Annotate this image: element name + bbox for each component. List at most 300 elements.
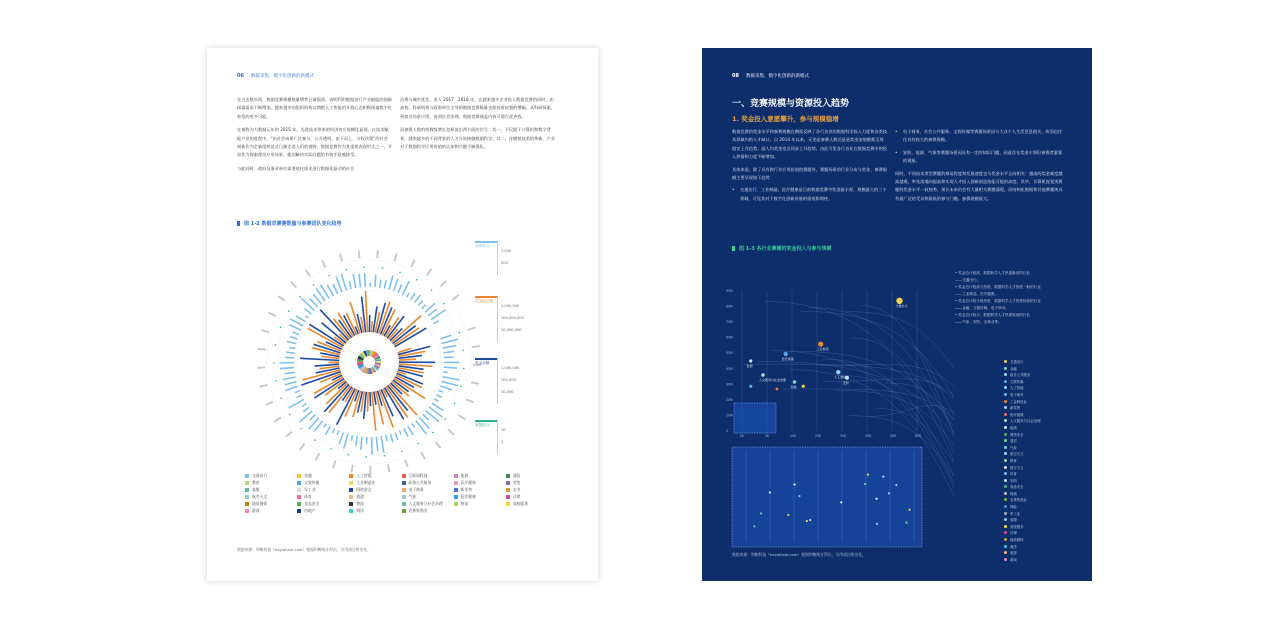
legend-item [1004, 432, 1041, 437]
scale-label: 赛事数目 [475, 244, 490, 248]
month-label-mark [435, 441, 442, 448]
count-bar [333, 284, 338, 294]
legend-label: 金融 [304, 473, 312, 478]
legend-item [402, 494, 451, 500]
topic-dot [399, 271, 401, 273]
legend-swatch [245, 481, 249, 485]
legend-item [1004, 385, 1041, 390]
bubble-chart [724, 261, 954, 551]
legend-item [1004, 491, 1041, 496]
legend-label: 高校服务 [512, 501, 529, 506]
legend-item [454, 501, 503, 507]
legend-dot [1004, 360, 1007, 363]
bubble [784, 352, 788, 356]
topic-dot [454, 403, 456, 405]
scale-axis [497, 358, 498, 404]
month-label-mark [466, 398, 474, 403]
count-bar [365, 273, 366, 287]
section-heading: 一、竞赛规模与资源投入趋势 [732, 99, 850, 109]
zoom-bubble [882, 476, 884, 478]
legend-label: 医疗健康 [460, 494, 476, 499]
legend-item [1004, 438, 1041, 443]
zoom-bubble [888, 492, 890, 494]
legend-label: 工业制造业 [1010, 399, 1027, 404]
legend-dot [1004, 538, 1007, 541]
legend-swatch [349, 495, 353, 499]
count-bar [337, 431, 339, 435]
legend-label: 法律 [512, 494, 521, 499]
count-bar [297, 395, 302, 398]
legend-label: 旅游 [1010, 551, 1017, 556]
count-bar [443, 351, 454, 352]
x-tick-label: 0K [740, 434, 745, 438]
legend-swatch [506, 495, 510, 499]
legend-dot [1004, 373, 1007, 376]
legend-swatch [245, 474, 249, 478]
legend-swatch [297, 502, 301, 506]
amount-bar [399, 359, 416, 360]
count-bar [440, 386, 452, 390]
count-bar [376, 437, 377, 452]
x-tick-label: 10K [790, 434, 797, 438]
legend-dot [1004, 485, 1007, 488]
figure-title-text: 图 1-2 数据竞赛赛数量与参赛团队变化趋势 [244, 221, 342, 227]
legend-item [402, 501, 451, 507]
legend-dot [1004, 551, 1007, 554]
count-bar [384, 280, 386, 288]
count-bar [372, 437, 373, 455]
legend-label: 交通出行 [1010, 360, 1024, 364]
legend-item [1004, 405, 1041, 410]
y-tick-label: 90M [726, 289, 733, 293]
legend-swatch [349, 481, 353, 485]
legend-swatch [402, 474, 406, 478]
count-bar [289, 325, 301, 331]
legend-dot [1004, 452, 1007, 455]
month-label-mark [376, 250, 379, 258]
count-bar [353, 274, 356, 288]
bullet-icon: • [895, 149, 898, 155]
topic-dot [300, 428, 302, 430]
count-bar [286, 352, 294, 353]
bubble-label: 人工智能 [834, 375, 847, 380]
topic-dot [463, 368, 465, 370]
legend-label: 新零售 [1010, 406, 1021, 411]
count-bar [394, 279, 398, 291]
topic-dot [346, 269, 348, 271]
count-bar [390, 434, 392, 442]
legend-item [402, 487, 451, 493]
count-bar [443, 372, 447, 373]
legend-item [1004, 497, 1041, 502]
legend-label: 金融 [1010, 366, 1017, 371]
legend-label: 交通出行 [252, 473, 268, 478]
count-bar [293, 332, 300, 335]
topic-dot [280, 327, 282, 329]
legend-swatch [454, 495, 458, 499]
y-tick-label: 30M [726, 382, 733, 387]
topic-dot [273, 362, 275, 364]
legend-label: 保险 [1010, 505, 1017, 510]
month-label-mark [321, 260, 326, 268]
legend-swatch [349, 474, 353, 478]
legend-item [349, 508, 398, 514]
topic-dot [432, 432, 434, 434]
legend-item [402, 508, 451, 514]
count-bar [407, 293, 410, 297]
page-number: 06 [237, 73, 244, 79]
count-bar [290, 337, 297, 339]
legend-label: 客服 [1010, 518, 1017, 523]
month-label-mark [394, 253, 398, 261]
zoom-bubble [875, 498, 877, 500]
count-bar [339, 432, 343, 444]
legend-dot [1004, 479, 1007, 482]
legend-swatch [297, 495, 301, 499]
legend-label: 文娱传媒 [1010, 379, 1024, 384]
legend-item [245, 494, 294, 500]
paragraph: 与此同时，政府及事业单位需要依托技术进行数据化驱动的社会 [237, 165, 355, 171]
legend-item [1004, 537, 1041, 542]
legend-swatch [454, 488, 458, 492]
y-tick-label: 20M [726, 397, 733, 402]
legend-item [245, 473, 294, 479]
count-bar [295, 391, 300, 393]
paragraph: 具体来说，除了具有跨行业应用价值的赛题外，赛题场景的行业分布与奖金、参赛规模主要呈现如下趋势： [732, 166, 887, 181]
bullet-text: 电子商务、社会公共服务、文娱传媒等赛题场景因与大众个人生活息息相关，故而也往往具有较大的参赛规模。 [903, 129, 1063, 143]
month-label-mark [299, 443, 306, 451]
legend-item [1004, 412, 1041, 417]
topic-dot [328, 275, 330, 277]
legend-item [1004, 379, 1041, 384]
count-bar [305, 316, 308, 318]
count-bar [344, 434, 348, 449]
count-bar [285, 386, 298, 390]
topic-dot [347, 454, 349, 456]
zoom-bubble [806, 520, 808, 522]
legend-item [1004, 366, 1041, 371]
month-label-mark [404, 459, 409, 467]
topic-dot [416, 279, 418, 281]
x-tick-label: 60K [915, 434, 922, 438]
legend-dot [1004, 531, 1007, 534]
count-bar [325, 426, 330, 434]
legend-label: 政务公共服务 [1010, 373, 1031, 378]
zoom-bubble [760, 512, 762, 514]
scale-bar [475, 358, 497, 360]
legend-swatch [402, 495, 406, 499]
month-label-mark [315, 453, 321, 461]
topic-dot [364, 266, 366, 268]
count-bar [380, 280, 381, 288]
legend-dot [1004, 492, 1007, 495]
legend-dot [1004, 367, 1007, 370]
legend-item [297, 487, 346, 493]
month-label-mark [285, 431, 292, 438]
connector-curve [847, 312, 954, 441]
grid-ring [339, 332, 399, 392]
scale-legend [475, 241, 535, 461]
text-column-2 [895, 128, 1063, 203]
scale-tick: 1,000,000 [501, 304, 520, 308]
zoom-bubble [895, 484, 897, 486]
scale-bar [475, 420, 497, 422]
topic-dot [459, 332, 461, 334]
legend-swatch [245, 488, 249, 492]
scale-tick: 1,000,000 [501, 366, 520, 370]
legend-item [297, 473, 346, 479]
count-bar [296, 316, 306, 322]
radial-grid [267, 260, 471, 464]
topic-dot [443, 303, 445, 305]
legend-label: 军工业 [1010, 511, 1021, 516]
legend-item [1004, 504, 1041, 509]
legend-item [506, 473, 555, 479]
bubble [749, 359, 752, 362]
count-bar [287, 341, 296, 343]
legend-label: 能源 [1010, 425, 1017, 430]
legend-item [1004, 392, 1041, 397]
bubble-label: 金融 [790, 385, 797, 389]
legend-label: 客服 [252, 487, 260, 492]
legend-label: 海洋 [356, 508, 364, 513]
month-label-mark [358, 250, 361, 258]
paragraph: 治理与城市优化。进入 2017、2018 年，在越来越多企业投入数据竞赛的同时，由高校、科研机构与政府单位主导的数据竞赛数量也保持着较强的增幅，从科研探索，到商业场景应用，再到社会治理，数据竞赛涵盖内容可谓百花齐放。 [400, 97, 555, 119]
bubble [776, 388, 779, 391]
annotation-line: • 奖金总计较高、数据科学人才热度最高的行业 [955, 271, 1031, 275]
legend-label: 教育 [252, 480, 260, 485]
legend-dot [1004, 466, 1007, 469]
month-label-mark [268, 312, 276, 317]
figure-title [237, 220, 342, 227]
legend-label: 地质勘探 [252, 501, 268, 506]
legend-label: 零售 [512, 480, 521, 485]
legend-swatch [454, 474, 458, 478]
legend-label: 体育 [1010, 472, 1017, 477]
paragraph: 在被称为大数据元年的 2015 年，先进技术带来的经济效应规模化显现。在技术赋能产业的进程中，“由社会成果广泛参与、公开透明、由下而上、分权决策”的社会创新作为全新组织范式日渐走进人们的视野，数据竞赛作为其重要表现形式之一，开始作为探索理论应用场景、甄别解决实际问题的有效手段被接受。 [237, 127, 392, 158]
annotation-line: • 奖金总计较少但热度、数据科学人才热度较高的行业 [955, 299, 1041, 303]
legend-label: 人工智能 [356, 473, 372, 478]
text-column-1 [237, 96, 392, 173]
count-bar [389, 275, 393, 289]
legend-label: 新零售 [460, 487, 473, 492]
radial-chart [247, 240, 507, 480]
month-label-mark [305, 269, 311, 277]
legend-swatch [402, 502, 406, 506]
paragraph: 而参赛人数的持数级增长包释放出两方面的信号：其一，不仅限于计算机和数学背景，越来越多的不同背景的人才开始接触数据科学；其二，伴随着技术的革新，产业对于数据科学应用价值的认知和兴趣不断强化。 [400, 127, 555, 150]
count-bar [398, 284, 402, 292]
legend-label: 农林牧渔业 [1010, 498, 1027, 503]
topic-dot [330, 448, 332, 450]
scale-bar [475, 296, 497, 298]
legend-item [1004, 451, 1041, 456]
month-label-mark [274, 417, 282, 423]
legend-item [349, 501, 398, 507]
bubble-label: 人文服务与社会治理 [759, 378, 787, 382]
count-bar [336, 277, 342, 292]
bubble-label: 工业制造 [816, 347, 829, 352]
legend-item [245, 501, 294, 507]
scale-tick: 1,000 [501, 249, 512, 253]
scale-tick: 1 [501, 440, 504, 444]
month-label-mark [260, 384, 268, 388]
count-bar [443, 346, 457, 349]
legend-item [1004, 511, 1041, 516]
legend-item [1004, 445, 1041, 450]
legend-item [349, 487, 398, 493]
zoom-bubble [798, 495, 800, 497]
count-bar [361, 437, 362, 450]
legend-label: 法律 [1010, 531, 1017, 536]
legend-label: 农业 [512, 487, 521, 492]
legend-label: 网络安全 [356, 487, 372, 492]
legend-label: 数字天文 [1010, 465, 1024, 470]
legend-dot [1004, 446, 1007, 449]
legend-item [506, 494, 555, 500]
topic-dot [275, 380, 277, 382]
count-bar [408, 426, 413, 435]
count-bar [332, 429, 334, 433]
count-bar [310, 415, 315, 420]
legend-item [1004, 399, 1041, 404]
count-bar [341, 274, 346, 291]
legend-item [1004, 425, 1041, 430]
legend-label: 网络安全 [1010, 432, 1024, 437]
legend-label: 航空天文 [1010, 452, 1024, 457]
legend-swatch [454, 481, 458, 485]
legend-swatch [454, 502, 458, 506]
title-marker [732, 246, 735, 251]
legend-label: 旅游 [356, 494, 364, 499]
scale-label: 赛题数目 [475, 423, 490, 427]
legend-swatch [245, 509, 249, 513]
annotation-line: ——气象、安防、农林业等。 [955, 320, 1002, 324]
topic-dot [462, 350, 464, 352]
count-bar [359, 274, 361, 288]
count-bar [444, 367, 457, 368]
bubble-label: 安防 [843, 380, 850, 385]
legend-item [245, 508, 294, 514]
legend-item [1004, 524, 1041, 529]
left-page [207, 48, 598, 581]
legend-item [402, 473, 451, 479]
scale-tick: 100,000,000 [501, 316, 524, 320]
legend-dot [1004, 419, 1007, 422]
count-bar [415, 295, 421, 302]
count-bar [356, 436, 358, 446]
legend-dot [1004, 439, 1007, 442]
legend-item [297, 501, 346, 507]
legend-item [1004, 418, 1041, 423]
zoom-bubble [769, 491, 771, 493]
count-bar [283, 377, 296, 380]
month-label-mark [440, 280, 447, 287]
count-bar [404, 428, 408, 436]
legend-swatch [506, 502, 510, 506]
legend-label: 体育 [304, 494, 312, 499]
count-bar [395, 432, 398, 440]
topic-dot [417, 442, 419, 444]
legend-label: 医疗健康 [1010, 412, 1024, 417]
legend-dot [1004, 558, 1007, 561]
month-label-mark [458, 414, 466, 420]
legend-item [349, 494, 398, 500]
annotation-line: • 奖金总计较少、数据科学人才热度较低的行业 [955, 313, 1031, 317]
title-marker [237, 221, 240, 226]
legend-label: 航空天文 [252, 494, 268, 499]
legend-item [454, 494, 503, 500]
legend-label: 物流 [356, 501, 364, 506]
month-label-mark [447, 429, 454, 436]
scale-tick: 10,000,000 [501, 328, 522, 332]
legend-item [1004, 465, 1041, 470]
amount-bar [371, 321, 372, 332]
legend-item [454, 473, 503, 479]
legend-label: 气象 [1010, 445, 1017, 450]
month-label-mark [452, 294, 460, 300]
bullet-text: 安防、能源、气象等赛题场景因具有一定的知识门槛，因此存在奖金丰厚但参赛者寥寥的现象。 [903, 149, 1063, 164]
legend-label: 互联网科技 [408, 473, 428, 478]
bullet-item [732, 186, 887, 203]
bubble-label: 医疗健康 [781, 357, 794, 361]
month-label-mark [290, 281, 297, 288]
legend-item [1004, 478, 1041, 483]
legend-label: 地质勘探 [1010, 538, 1024, 543]
legend-item [245, 480, 294, 486]
legend-label: 海洋 [1010, 544, 1017, 549]
scale-tick: 10 [501, 428, 506, 432]
zoom-bubble [787, 514, 789, 516]
legend-item [1004, 458, 1041, 463]
bubble-label: 交通出行 [895, 303, 908, 308]
count-bar [310, 299, 318, 308]
legend-label: 物流 [1010, 491, 1017, 496]
page-number: 08 [732, 73, 739, 79]
legend-swatch [402, 509, 406, 513]
zoom-bubble [908, 509, 910, 511]
legend-item [1004, 544, 1041, 549]
count-bar [285, 382, 297, 385]
legend-swatch [297, 488, 301, 492]
amount-bar [368, 392, 369, 412]
legend-dot [1004, 505, 1007, 508]
month-label-mark [426, 268, 432, 276]
paragraph: 数据竞赛的奖金水平和参赛规模在侧面反映了各行各业的数据科学投入力度和各类技术领域内的人才缺口。自 2014 年以来，无论是参赛人数还是是奖金池规模都呈现稳定上升趋势。面人均奖金也呈同步上升趋势。由此可见各行各业在数据竞赛中的投入热情和力度不断增加。 [732, 129, 887, 160]
count-bar [442, 339, 458, 343]
legend-swatch [349, 502, 353, 506]
legend-label: 物流 [460, 501, 469, 506]
month-label-mark [350, 465, 353, 473]
scale-tick: 10,000 [501, 390, 514, 394]
legend-label: 食品安全 [304, 501, 320, 506]
count-bar [441, 381, 457, 385]
legend-dot [1004, 386, 1007, 389]
month-label-mark [278, 295, 286, 301]
topic-dot [289, 414, 291, 416]
count-bar [428, 309, 437, 316]
text-column-2 [400, 96, 555, 151]
legend-item [454, 480, 503, 486]
bubble [793, 380, 797, 384]
running-header: 数据采集、数字化创新的新模式 [746, 74, 809, 79]
topic-dot [431, 290, 433, 292]
count-bar [386, 435, 387, 441]
legend-dot [1004, 406, 1007, 409]
topic-dot [365, 456, 367, 458]
legend-swatch [297, 481, 301, 485]
category-legend [245, 473, 555, 514]
running-header: 数据采集、数字化创新的新模式 [251, 74, 314, 79]
